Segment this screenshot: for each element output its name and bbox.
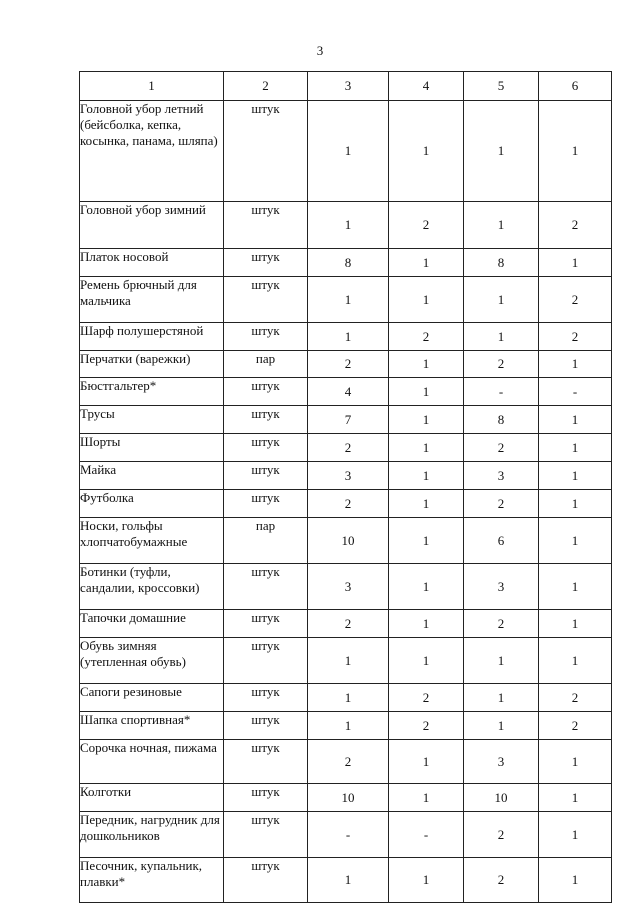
table-row bbox=[80, 101, 612, 202]
value-cell: 1 bbox=[539, 638, 612, 684]
value-cell: 1 bbox=[389, 101, 464, 202]
value-cell: 1 bbox=[539, 564, 612, 610]
column-header-1: 1 bbox=[80, 72, 224, 101]
value-cell: 1 bbox=[308, 277, 389, 323]
table-row bbox=[80, 202, 612, 249]
value-cell: 1 bbox=[308, 712, 389, 740]
value-cell: 1 bbox=[539, 434, 612, 462]
item-name-cell: Шорты bbox=[80, 434, 224, 462]
value-cell: 1 bbox=[389, 434, 464, 462]
page-number: 3 bbox=[316, 43, 324, 58]
value-cell: 1 bbox=[389, 518, 464, 564]
value-cell: 1 bbox=[464, 277, 539, 323]
unit-cell: штук bbox=[224, 610, 308, 638]
item-name-cell: Ремень брючный для мальчика bbox=[80, 277, 224, 323]
unit-cell: штук bbox=[224, 202, 308, 249]
value-cell: 2 bbox=[308, 610, 389, 638]
item-name-cell: Платок носовой bbox=[80, 249, 224, 277]
item-name-cell: Шарф полушерстяной bbox=[80, 323, 224, 351]
item-name-cell: Сорочка ночная, пижама bbox=[80, 740, 224, 784]
column-header-5: 5 bbox=[464, 72, 539, 101]
value-cell: 1 bbox=[539, 351, 612, 378]
value-cell: 1 bbox=[464, 323, 539, 351]
value-cell: 2 bbox=[464, 434, 539, 462]
value-cell: 1 bbox=[539, 740, 612, 784]
value-cell: 1 bbox=[308, 202, 389, 249]
table-header-row bbox=[80, 72, 612, 101]
value-cell: 1 bbox=[539, 858, 612, 903]
item-name-cell: Трусы bbox=[80, 406, 224, 434]
table-row bbox=[80, 249, 612, 277]
value-cell: 1 bbox=[464, 101, 539, 202]
unit-cell: штук bbox=[224, 740, 308, 784]
value-cell: 1 bbox=[464, 202, 539, 249]
value-cell: 2 bbox=[464, 812, 539, 858]
table-row bbox=[80, 684, 612, 712]
value-cell: 1 bbox=[389, 277, 464, 323]
value-cell: 2 bbox=[539, 277, 612, 323]
value-cell: 3 bbox=[464, 740, 539, 784]
value-cell: 1 bbox=[539, 784, 612, 812]
item-name-cell: Сапоги резиновые bbox=[80, 684, 224, 712]
value-cell: 1 bbox=[539, 462, 612, 490]
value-cell: 2 bbox=[389, 684, 464, 712]
unit-cell: штук bbox=[224, 434, 308, 462]
table-row bbox=[80, 812, 612, 858]
value-cell: 1 bbox=[464, 712, 539, 740]
unit-cell: штук bbox=[224, 784, 308, 812]
table-row bbox=[80, 564, 612, 610]
value-cell: 2 bbox=[389, 323, 464, 351]
table-row bbox=[80, 406, 612, 434]
value-cell: 1 bbox=[539, 518, 612, 564]
value-cell: 2 bbox=[539, 684, 612, 712]
value-cell: 1 bbox=[308, 638, 389, 684]
value-cell: 1 bbox=[389, 638, 464, 684]
value-cell: 3 bbox=[308, 462, 389, 490]
unit-cell: пар bbox=[224, 518, 308, 564]
value-cell: 1 bbox=[389, 490, 464, 518]
value-cell: 4 bbox=[308, 378, 389, 406]
value-cell: 3 bbox=[464, 564, 539, 610]
value-cell: 8 bbox=[308, 249, 389, 277]
value-cell: 2 bbox=[539, 202, 612, 249]
value-cell: 1 bbox=[308, 323, 389, 351]
item-name-cell: Перчатки (варежки) bbox=[80, 351, 224, 378]
unit-cell: штук bbox=[224, 378, 308, 406]
item-name-cell: Песочник, купальник, плавки* bbox=[80, 858, 224, 903]
table-row bbox=[80, 610, 612, 638]
value-cell: 8 bbox=[464, 406, 539, 434]
value-cell: 1 bbox=[464, 638, 539, 684]
unit-cell: штук bbox=[224, 323, 308, 351]
unit-cell: пар bbox=[224, 351, 308, 378]
value-cell: 1 bbox=[308, 858, 389, 903]
column-header-2: 2 bbox=[224, 72, 308, 101]
value-cell: 1 bbox=[539, 812, 612, 858]
unit-cell: штук bbox=[224, 638, 308, 684]
value-cell: 2 bbox=[539, 712, 612, 740]
value-cell: 2 bbox=[464, 490, 539, 518]
value-cell: 7 bbox=[308, 406, 389, 434]
value-cell: 3 bbox=[308, 564, 389, 610]
table-row bbox=[80, 378, 612, 406]
value-cell: - bbox=[464, 378, 539, 406]
value-cell: 2 bbox=[308, 351, 389, 378]
value-cell: 1 bbox=[389, 378, 464, 406]
value-cell: 6 bbox=[464, 518, 539, 564]
table-row bbox=[80, 712, 612, 740]
value-cell: 8 bbox=[464, 249, 539, 277]
value-cell: 1 bbox=[464, 684, 539, 712]
unit-cell: штук bbox=[224, 684, 308, 712]
value-cell: 10 bbox=[308, 518, 389, 564]
table-row bbox=[80, 434, 612, 462]
item-name-cell: Головной убор зимний bbox=[80, 202, 224, 249]
value-cell: 3 bbox=[464, 462, 539, 490]
table-row bbox=[80, 351, 612, 378]
value-cell: 1 bbox=[539, 610, 612, 638]
table-row bbox=[80, 323, 612, 351]
value-cell: 2 bbox=[308, 740, 389, 784]
value-cell: 2 bbox=[464, 351, 539, 378]
table-row bbox=[80, 638, 612, 684]
column-header-3: 3 bbox=[308, 72, 389, 101]
value-cell: 1 bbox=[389, 610, 464, 638]
table-row bbox=[80, 277, 612, 323]
value-cell: 1 bbox=[539, 406, 612, 434]
value-cell: 1 bbox=[539, 249, 612, 277]
value-cell: 2 bbox=[464, 858, 539, 903]
column-header-6: 6 bbox=[539, 72, 612, 101]
unit-cell: штук bbox=[224, 712, 308, 740]
item-name-cell: Тапочки домашние bbox=[80, 610, 224, 638]
value-cell: 1 bbox=[389, 740, 464, 784]
value-cell: 2 bbox=[389, 712, 464, 740]
value-cell: 1 bbox=[389, 462, 464, 490]
value-cell: 10 bbox=[308, 784, 389, 812]
item-name-cell: Ботинки (туфли, сандалии, кроссовки) bbox=[80, 564, 224, 610]
unit-cell: штук bbox=[224, 277, 308, 323]
table-row bbox=[80, 462, 612, 490]
unit-cell: штук bbox=[224, 858, 308, 903]
item-name-cell: Шапка спортивная* bbox=[80, 712, 224, 740]
value-cell: 1 bbox=[389, 406, 464, 434]
value-cell: 2 bbox=[539, 323, 612, 351]
unit-cell: штук bbox=[224, 462, 308, 490]
unit-cell: штук bbox=[224, 490, 308, 518]
value-cell: 1 bbox=[539, 490, 612, 518]
unit-cell: штук bbox=[224, 101, 308, 202]
value-cell: 2 bbox=[308, 490, 389, 518]
clothing-norms-table bbox=[79, 71, 612, 903]
table-row bbox=[80, 858, 612, 903]
table-row bbox=[80, 784, 612, 812]
item-name-cell: Бюстгальтер* bbox=[80, 378, 224, 406]
value-cell: 1 bbox=[389, 351, 464, 378]
item-name-cell: Футболка bbox=[80, 490, 224, 518]
column-header-4: 4 bbox=[389, 72, 464, 101]
unit-cell: штук bbox=[224, 564, 308, 610]
value-cell: 1 bbox=[389, 564, 464, 610]
value-cell: - bbox=[389, 812, 464, 858]
value-cell: 10 bbox=[464, 784, 539, 812]
value-cell: 2 bbox=[308, 434, 389, 462]
unit-cell: штук bbox=[224, 812, 308, 858]
value-cell: 1 bbox=[308, 101, 389, 202]
value-cell: 1 bbox=[389, 784, 464, 812]
item-name-cell: Колготки bbox=[80, 784, 224, 812]
item-name-cell: Носки, гольфы хлопчатобумажные bbox=[80, 518, 224, 564]
value-cell: 2 bbox=[464, 610, 539, 638]
item-name-cell: Головной убор летний (бейсболка, кепка, косынка, панама, шляпа) bbox=[80, 101, 224, 202]
table-row bbox=[80, 518, 612, 564]
value-cell: 1 bbox=[308, 684, 389, 712]
table-row bbox=[80, 490, 612, 518]
value-cell: 1 bbox=[539, 101, 612, 202]
item-name-cell: Обувь зимняя (утепленная обувь) bbox=[80, 638, 224, 684]
value-cell: 2 bbox=[389, 202, 464, 249]
value-cell: - bbox=[539, 378, 612, 406]
value-cell: 1 bbox=[389, 249, 464, 277]
item-name-cell: Майка bbox=[80, 462, 224, 490]
value-cell: 1 bbox=[389, 858, 464, 903]
table-row bbox=[80, 740, 612, 784]
value-cell: - bbox=[308, 812, 389, 858]
item-name-cell: Передник, нагрудник для дошкольников bbox=[80, 812, 224, 858]
unit-cell: штук bbox=[224, 406, 308, 434]
unit-cell: штук bbox=[224, 249, 308, 277]
